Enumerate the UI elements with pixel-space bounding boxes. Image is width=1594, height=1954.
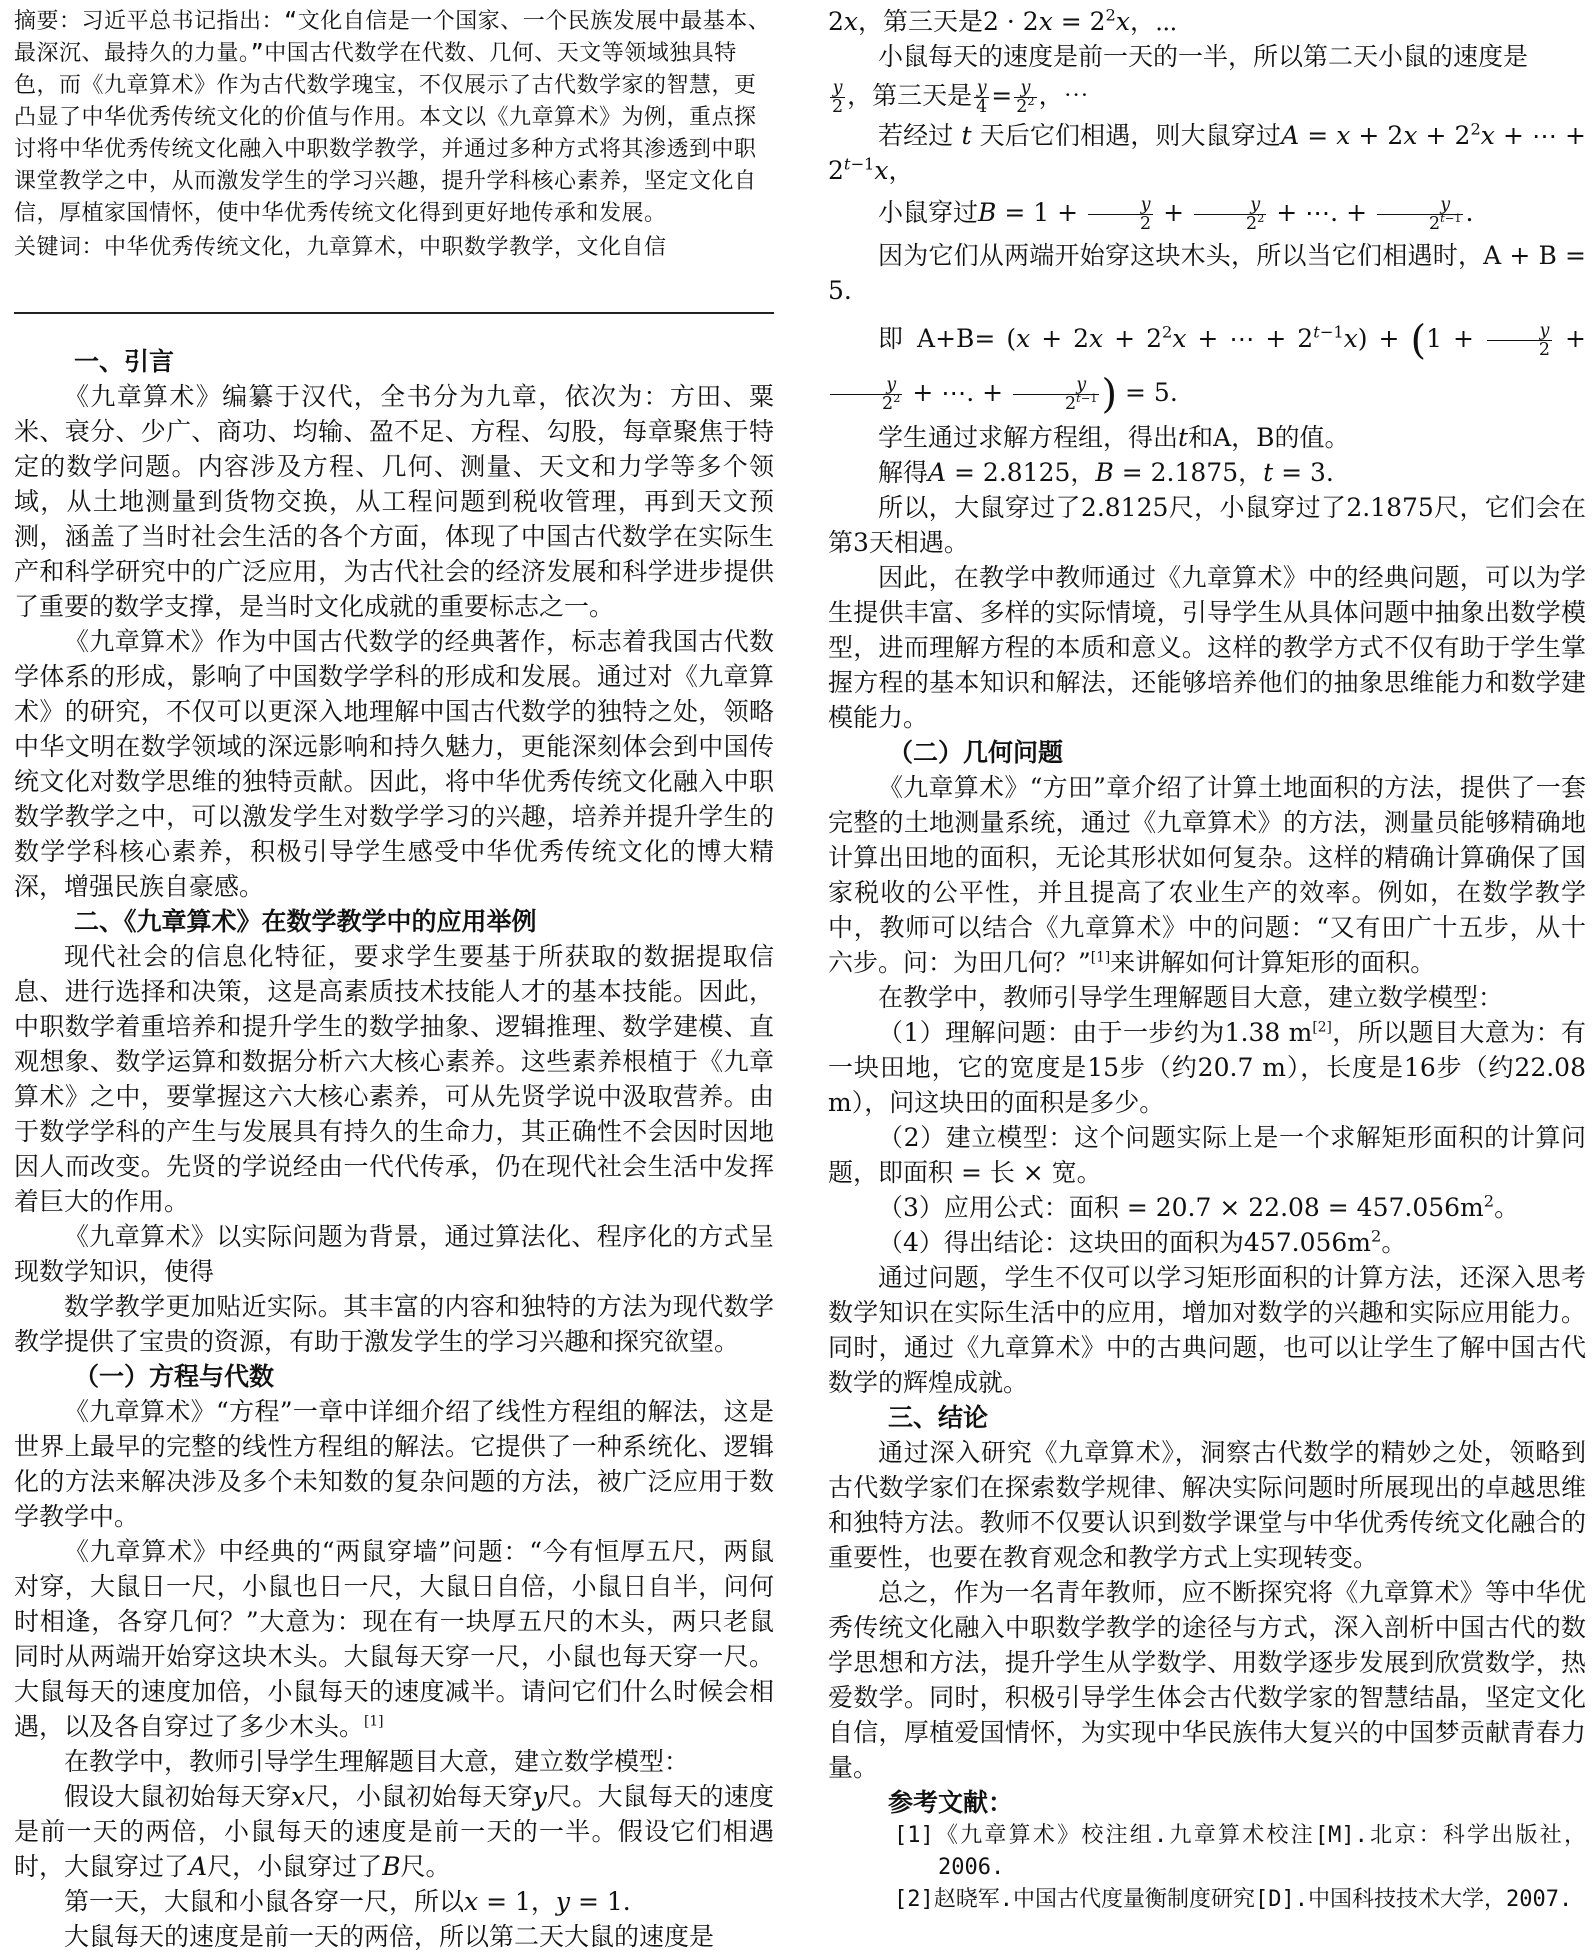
math-B: B [382,1852,401,1881]
text-fragment: 假设大鼠初始每天穿 [64,1782,292,1811]
text-fragment: 尺。 [400,1852,451,1881]
section-1-paragraph: 《九章算术》作为中国古代数学的经典著作，标志着我国古代数学体系的形成，影响了中国数学学科的形成和发展。通过对《九章算术》的研究，不仅可以更深入地理解中国古代数学的独特之处，领略中华文明在数学领域的深远影响和持久魅力，更能深刻体会到中国传统文化对数学思维的独特贡献。因此，将中华优秀传统文化融入中职数学教学之中，可以激发学生对数学学习的兴趣，培养并提升学生的数学学科核心素养，积极引导学生感受中华优秀传统文化的博大精深，增强民族自豪感。 [14,627,774,901]
text-fragment: 来讲解如何计算矩形的面积。 [1110,948,1436,977]
math-expression: $2 \cdot 2x = 2^2x$，⋯ [983,5,1178,36]
section-2-paragraph: 《九章算术》以实际问题为背景，通过算法化、程序化的方式呈现数学知识，使得 [14,1222,774,1286]
text-fragment: 学生通过求解方程组，得出 [878,423,1179,452]
text-fragment: 天后它们相遇，则大鼠穿过 [979,121,1282,150]
citation-marker: [2] [1312,1019,1332,1036]
math-equation: $A = x + 2x + 2^2x$ + ⋯ + $2^{t-1}x$， [828,119,1586,185]
small-mouse-speed-continuation: $\frac{y}{2}$ ，第三天是 $\frac{y}{4}$ = $\frac{y}{2^2}$ ，⋯ [832,77,1089,117]
text-fragment: 小鼠穿过 [878,198,979,227]
fraction: $\frac{y}{2}$ [832,77,844,117]
solution-conclusion: 所以，大鼠穿过了2.8125尺，小鼠穿过了2.1875尺，它们会在第3天相遇。 [828,493,1586,557]
text-fragment: ，所以题目大意为：有一块田地，它的宽度是15步（约20.7 m），长度是16步（约22.08 m），问这块田的面积是多少。 [828,1018,1586,1117]
text-fragment: 第一天，大鼠和小鼠各穿一尺，所以 [64,1887,465,1916]
solution [828,455,1586,490]
text-fragment: 若经过 [878,121,954,150]
citation-marker: [1] [1090,949,1111,966]
math-y: y [532,1782,547,1811]
section-2-paragraph: 现代社会的信息化特征，要求学生要基于所获取的数据提取信息、进行选择和决策，这是高素质技术技能人才的基本技能。因此，中职数学着重培养和提升学生的数学抽象、逻辑推理、数学建模、直观想象、数学运算和数据分析六大核心素养。这些素养根植于《九章算术》之中，要掌握这六大核心素养，可从先贤学说中汲取营养。由于数学学科的产生与发展具有持久的生命力，其正确性不会因时因地因人而改变。先贤的学说经由一代代传承，仍在现代社会生活中发挥着巨大的作用。 [14,942,774,1216]
fraction: $\frac{y}{2^2}$ [1016,77,1035,117]
step-4: （4）得出结论：这块田的面积为$457.056m^2$。 [878,1226,1407,1257]
fraction: $\frac{y}{4}$ [976,77,988,117]
abstract-text: 摘要：习近平总书记指出：“文化自信是一个国家、一个民族发展中最基本、最深沉、最持久的力量。”中国古代数学在代数、几何、天文等领域独具特色，而《九章算术》作为古代数学瑰宝，不仅展示了古代数学家的智慧，更凸显了中华优秀传统文化的价值与作用。本文以《九章算术》为例，重点探讨将中华优秀传统文化融入中职数学教学，并通过多种方式将其渗透到中职课堂教学之中，从而激发学生的学习兴趣，提升学科核心素养，坚定文化自信，厚植家国情怀，使中华优秀传统文化得到更好地传承和发展。 [14,9,771,226]
step-1 [828,1015,1586,1120]
subsection-2-paragraph [828,770,1586,980]
text-fragment: 尺，小鼠初始每天穿 [305,1782,533,1811]
section-1-heading: 一、引言 [74,347,175,376]
section-3-paragraph: 通过深入研究《九章算术》，洞察古代数学的精妙之处，领略到古代数学家们在探索数学规律、解决实际问题时所展现出的卓越思维和独特方法。教师不仅要认识到数学课堂与中华优秀传统文化融合的重要性，也要在教育观念和教学方式上实现转变。 [828,1438,1586,1572]
section-3-paragraph: 总之，作为一名青年教师，应不断探究将《九章算术》等中华优秀传统文化融入中职数学教学的途径与方式，深入剖析中国古代的数学思想和方法，提升学生从学数学、用数学逐步发展到欣赏数学，热爱数学。同时，积极引导学生体会古代数学家的智慧结晶，坚定文化自信，厚植爱国情怀，为实现中华民族伟大复兴的中国梦贡献青春力量。 [828,1578,1586,1782]
math-equation: ($x + 2x + 2^2x$ + ⋯ + $2^{t-1}x) + (1$ + $\frac{y}{2}$ + $\frac{y}{2^2}$ + ⋯. + $\frac{y}{2^{t-1}}$ ) = 5. [828,324,1586,407]
model-assumption-paragraph [14,1779,774,1884]
subsection-1-paragraph: 在教学中，教师引导学生理解题目大意，建立数学模型： [64,1747,690,1776]
subsection-1-paragraph [14,1534,774,1744]
math-equation: A = 2.8125，B = 2.1875，t = 3. [928,458,1334,487]
text-fragment: （4）得出结论：这块田的面积为457.056m [878,1228,1371,1257]
section-3-heading: 三、结论 [888,1403,989,1432]
problem-text: 《九章算术》中经典的“两鼠穿墙”问题：“今有恒厚五尺，两鼠对穿，大鼠日一尺，小鼠也日一尺，大鼠日自倍，小鼠日自半，问何时相逢，各穿几何？”大意为：现在有一块厚五尺的木头，两只老鼠同时从两端开始穿这块木头。大鼠每天穿一尺，小鼠也每天穿一尺。大鼠每天的速度加倍，小鼠每天的速度减半。请问它们什么时候会相遇，以及各自穿过了多少木头。 [14,1537,774,1741]
meeting-condition: 因为它们从两端开始穿这块木头，所以当它们相遇时，A + B = 5. [828,241,1586,305]
small-mouse-speed: 小鼠每天的速度是前一天的一半，所以第二天小鼠的速度是 [878,42,1529,71]
subsection-2-paragraph: 通过问题，学生不仅可以学习矩形面积的计算方法，还深入思考数学知识在实际生活中的应用，增加对数学的兴趣和实际应用能力。同时，通过《九章算术》中的古典问题，也可以让学生了解中国古代数学的辉煌成就。 [828,1263,1586,1397]
references-heading: 参考文献： [888,1788,1014,1817]
citation-marker: [1] [364,1713,384,1730]
abstract-divider [14,312,774,314]
reference-item: [2]赵晓军.中国古代度量衡制度研究[D].中国科技技术大学，2007. [894,1887,1573,1912]
reference-item: [1]《九章算术》校注组.九章算术校注[M].北京：科学出版社，2006. [894,1823,1586,1880]
abstract-block [14,0,774,264]
subsection-1-heading: （一）方程与代数 [74,1362,275,1391]
text-fragment: 即 A+B= [878,324,996,353]
teaching-summary: 因此，在教学中教师通过《九章算术》中的经典问题，可以为学生提供丰富、多样的实际情境，引导学生从具体问题中抽象出数学模型，进而理解方程的本质和意义。这样的教学方式不仅有助于学生掌握方程的基本知识和解法，还能够培养他们的抽象思维能力和数学建模能力。 [828,563,1586,732]
section-1-paragraph: 《九章算术》编纂于汉代，全书分为九章，依次为：方田、粟米、衰分、少广、商功、均输、盈不足、方程、勾股，每章聚焦于特定的数学问题。内容涉及方程、几何、测量、天文和力学等多个领域，从土地测量到货物交换，从工程问题到税收管理，再到天文预测，涵盖了当时社会生活的各个方面，体现了中国古代数学在实际生产和科学研究中的广泛应用，为古代社会的经济发展和科学进步提供了重要的数学支撑，是当时文化成就的重要标志之一。 [14,382,774,621]
references-list [828,1820,1586,1916]
math-equation: x = 1 [464,1887,531,1916]
text-fragment: 尺。大鼠每天的速度是前一天的两倍，小鼠每天的速度是前一天的一半。假设它们相遇时，大鼠穿过了 [14,1782,774,1881]
text-fragment: ， [530,1887,556,1916]
speed-paragraph: 大鼠每天的速度是前一天的两倍，所以第二天大鼠的速度是 [64,1922,715,1951]
text-fragment: 《九章算术》“方田”章介绍了计算土地面积的方法，提供了一套完整的土地测量系统，通过《九章算术》的方法，测量员能够精确地计算出田地的面积，无论其形状如何复杂。这样的精确计算确保了国家税收的公平性，并且提高了农业生产的效率。例如，在数学教学中，教师可以结合《九章算术》中的问题：“又有田广十五步，从十六步。问：为田几何？” [828,773,1586,977]
text-fragment: ，第三天是 [847,81,973,110]
section-2-paragraph: 数学教学更加贴近实际。其丰富的内容和独特的方法为现代数学教学提供了宝贵的资源，有助于激发学生的学习兴趣和探究欲望。 [14,1292,774,1356]
keywords: 关键词：中华优秀传统文化，九章算术，中职数学教学，文化自信 [14,235,667,260]
left-column [14,0,774,264]
math-equation: y = 1. [555,1887,631,1916]
math-equation: B = 1 + $\frac{y}{2}$ + $\frac{y}{2^2}$ + ⋯. + $\frac{y}{2^{t-1}}$ . [978,194,1474,234]
step-2: （2）建立模型：这个问题实际上是一个求解矩形面积的计算问题，即面积 = 长 × 宽。 [828,1123,1586,1187]
day-one-paragraph [14,1884,774,1919]
step-3: （3）应用公式：面积 = $20.7 \times 22.08 = 457.056m^2$。 [878,1191,1520,1222]
math-A: A [189,1852,208,1881]
text-fragment: （1）理解问题：由于一步约为1.38 m [878,1018,1313,1047]
text-fragment: 解得 [878,458,929,487]
text-fragment: 尺，小鼠穿过了 [207,1852,383,1881]
big-mouse-total: 若经过 t 天后它们相遇，则大鼠穿过$A = x + 2x + 2^2x$ + ⋯ + $2^{t-1}x$， [828,119,1586,185]
text-fragment: （3）应用公式：面积 = 20.7 × 22.08 = 457.056m [878,1193,1484,1222]
subsection-2-heading: （二）几何问题 [888,738,1064,767]
text-fragment: 和A，B的值。 [1188,423,1350,452]
math-x: x [291,1782,306,1811]
subsection-1-paragraph: 《九章算术》“方程”一章中详细介绍了线性方程组的解法，这是世界上最早的完整的线性方程组的解法。它提供了一种系统化、逻辑化的方法来解决涉及多个未知数的复杂问题的方法，被广泛应用于数学教学中。 [14,1397,774,1531]
subsection-2-paragraph: 在教学中，教师引导学生理解题目大意，建立数学模型： [878,983,1504,1012]
text-fragment: ，第三天是 [858,7,984,36]
speed-continuation [828,4,1586,39]
combined-equation [828,312,1586,420]
section-2-heading: 二、《九章算术》在数学教学中的应用举例 [74,907,537,936]
math-expression: 2x [828,7,859,36]
right-column [828,4,1586,1916]
small-mouse-total [828,188,1586,238]
solve-system: 学生通过求解方程组，得出t和A，B的值。 [878,423,1350,452]
